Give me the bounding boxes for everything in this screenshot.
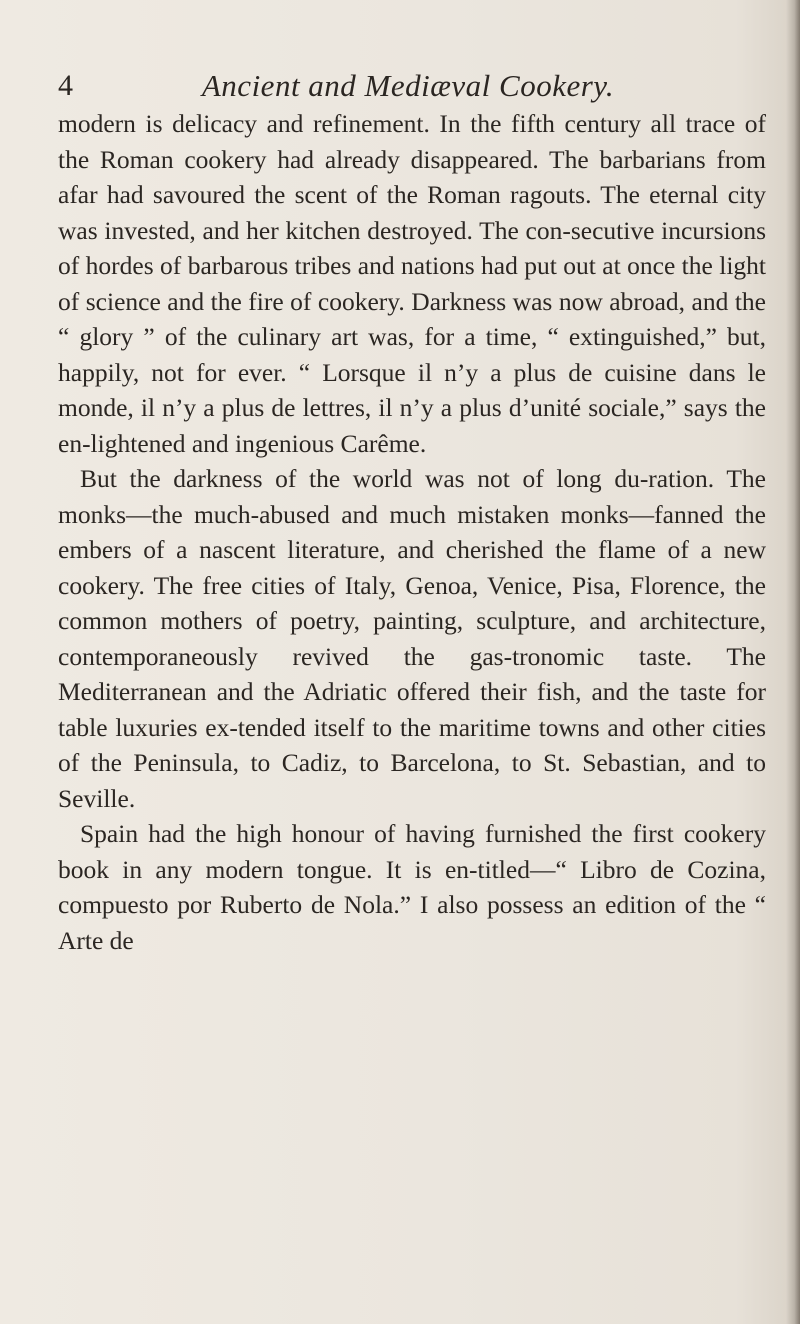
running-title: Ancient and Mediæval Cookery. [201,68,615,103]
page-number: 4 [58,69,73,102]
paragraph-3: Spain had the high honour of having furnished the first cookery book in any modern tongue. It is en-titled—“ Libro de Cozina, compuesto por Ruberto de Nola.” I also possess an edition of the “ Arte de [58,819,766,955]
page-edge-shadow [786,0,800,1324]
page-header [58,60,758,110]
paragraph-1: modern is delicacy and refinement. In the fifth century all trace of the Roman cookery had already disappeared. The barbarians from afar had savoured the scent of the Roman ragouts. The eternal city was invested, and her kitchen destroyed. The con-secutive incursions of hordes of barbarous tribes and nations had put out at once the light of science and the fire of cookery. Darkness was now abroad, and the “ glory ” of the culinary art was, for a time, “ extinguished,” but, happily, not for ever. “ Lorsque il n’y a plus de cuisine dans le monde, il n’y a plus de lettres, il n’y a plus d’unité sociale,” says the en-lightened and ingenious Carême. [58,109,766,458]
paragraph-2: But the darkness of the world was not of long du-ration. The monks—the much-abused and much mistaken monks—fanned the embers of a nascent literature, and cherished the flame of a new cookery. The free cities of Italy, Genoa, Venice, Pisa, Florence, the common mothers of poetry, painting, sculpture, and architecture, contemporaneously revived the gas-tronomic taste. The Mediterranean and the Adriatic offered their fish, and the taste for table luxuries ex-tended itself to the maritime towns and other cities of the Peninsula, to Cadiz, to Barcelona, to St. Sebastian, and to Seville. [58,464,766,813]
body-text [58,106,766,958]
